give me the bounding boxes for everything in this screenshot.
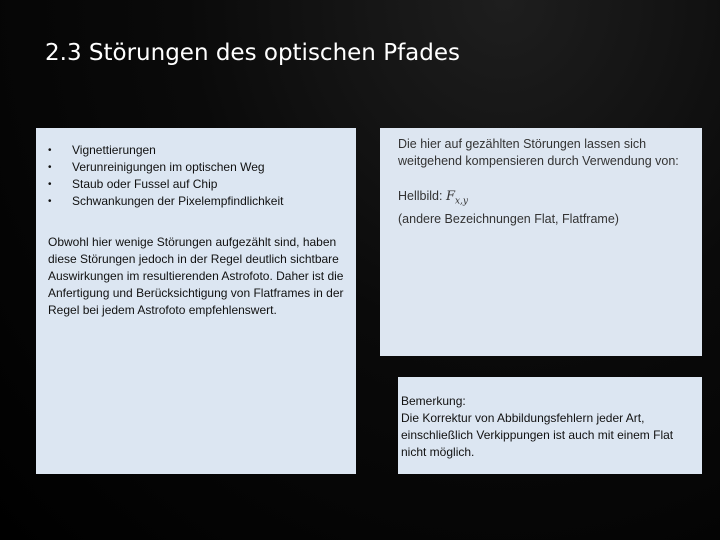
remark-text: Die Korrektur von Abbildungsfehlern jeder Art, einschließlich Verkippungen ist auch mit einem Flat nicht möglich. — [401, 411, 674, 459]
list-item: • Schwankungen der Pixelempfindlichkeit — [48, 193, 344, 210]
flat-formula — [445, 189, 469, 207]
list-item: • Vignettierungen — [48, 142, 344, 159]
remark-heading: Bemerkung: — [401, 394, 466, 408]
list-item: • Verunreinigungen im optischen Weg — [48, 159, 344, 176]
compensation-intro: Die hier auf gezählten Störungen lassen sich weitgehend kompensieren durch Verwendung von: — [398, 137, 679, 168]
left-content-box — [36, 128, 356, 474]
list-item: • Staub oder Fussel auf Chip — [48, 176, 344, 193]
formula-symbol: F — [445, 189, 455, 204]
remark-box — [398, 377, 702, 474]
hellbild-line — [398, 188, 684, 211]
explanation-paragraph: Obwohl hier wenige Störungen aufgezählt sind, haben diese Störungen jedoch in der Regel deutlich sichtbare Auswirkungen im resultierenden Astrofoto. Daher ist die Anfertigung und Berücksichtigung von Flatframes in der Regel bei jedem Astrofoto empfehlenswert. — [48, 235, 344, 317]
alternate-names-note: (andere Bezeichnungen Flat, Flatframe) — [398, 211, 619, 226]
disturbance-list — [48, 142, 344, 210]
formula-subscript: x,y — [454, 196, 469, 207]
compensation-box — [380, 128, 702, 356]
slide-title: 2.3 Störungen des optischen Pfades — [45, 40, 460, 66]
hellbild-label: Hellbild: — [398, 189, 443, 203]
